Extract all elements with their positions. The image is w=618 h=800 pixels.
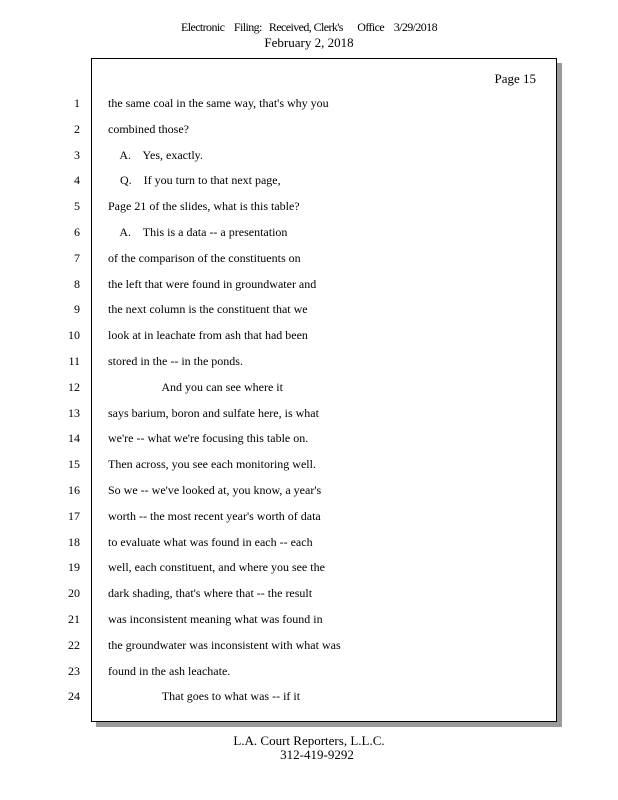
- line-number: 22: [68, 637, 80, 652]
- transcript-line: we're -- what we're focusing this table on.: [108, 431, 309, 446]
- line-number: 15: [68, 457, 80, 472]
- transcript-line: And you can see where it: [108, 379, 283, 394]
- line-number: 13: [68, 405, 80, 420]
- footer-company: L.A. Court Reporters, L.L.C.: [233, 733, 385, 748]
- line-number: 2: [74, 121, 80, 136]
- transcript-line: A. This is a data -- a presentation: [108, 225, 288, 239]
- transcript-line: the next column is the constituent that we: [108, 302, 308, 317]
- transcript-line: stored in the -- in the ponds.: [108, 354, 243, 368]
- line-number: 3: [74, 147, 80, 162]
- transcript-line: the same coal in the same way, that's why you: [108, 96, 329, 110]
- transcript-line: look at in leachate from ash that had been: [108, 328, 308, 343]
- line-number: 1: [74, 96, 80, 110]
- transcript-line: well, each constituent, and where you see the: [108, 560, 325, 575]
- line-number: 5: [74, 199, 80, 214]
- transcript-line: says barium, boron and sulfate here, is what: [108, 405, 319, 420]
- transcript-line: combined those?: [108, 121, 189, 136]
- line-number: 10: [68, 328, 80, 343]
- transcript-line: of the comparison of the constituents on: [108, 250, 301, 265]
- transcript-line: A. Yes, exactly.: [108, 147, 203, 162]
- transcript-line: So we -- we've looked at, you know, a year's: [108, 483, 322, 497]
- transcript-line: That goes to what was -- if it: [108, 689, 301, 704]
- transcript-line: Q. If you turn to that next page,: [108, 173, 281, 188]
- line-number: 4: [74, 173, 80, 188]
- line-number: 21: [68, 612, 80, 626]
- transcript-line: was inconsistent meaning what was found in: [108, 612, 323, 626]
- line-number: 19: [68, 560, 80, 575]
- line-number: 8: [74, 276, 80, 291]
- line-number: 12: [68, 379, 80, 394]
- filing-stamp: Electronic Filing: Received, Clerk's Office 3/29/2018: [181, 20, 437, 34]
- transcript-line: the left that were found in groundwater and: [108, 276, 317, 291]
- line-number: 18: [68, 534, 80, 549]
- page-number-label: Page 15: [494, 71, 536, 86]
- footer-phone: 312-419-9292: [280, 747, 354, 762]
- transcript-line: the groundwater was inconsistent with what was: [108, 637, 341, 652]
- line-number: 9: [74, 302, 80, 317]
- line-number: 14: [68, 431, 80, 446]
- header-date: February 2, 2018: [264, 35, 354, 50]
- transcript-line: Page 21 of the slides, what is this table?: [108, 199, 300, 214]
- transcript-line: dark shading, that's where that -- the result: [108, 586, 313, 601]
- line-number: 23: [68, 663, 80, 678]
- line-number: 7: [74, 250, 80, 265]
- line-number: 11: [68, 354, 80, 368]
- line-number: 16: [68, 483, 80, 497]
- line-number: 20: [68, 586, 80, 601]
- transcript-line: worth -- the most recent year's worth of data: [108, 508, 321, 523]
- line-number: 17: [68, 508, 80, 523]
- line-number: 24: [68, 689, 80, 704]
- transcript-line: found in the ash leachate.: [108, 663, 231, 678]
- line-number: 6: [74, 225, 80, 239]
- transcript-line: to evaluate what was found in each -- each: [108, 534, 313, 549]
- transcript-line: Then across, you see each monitoring well.: [108, 457, 316, 472]
